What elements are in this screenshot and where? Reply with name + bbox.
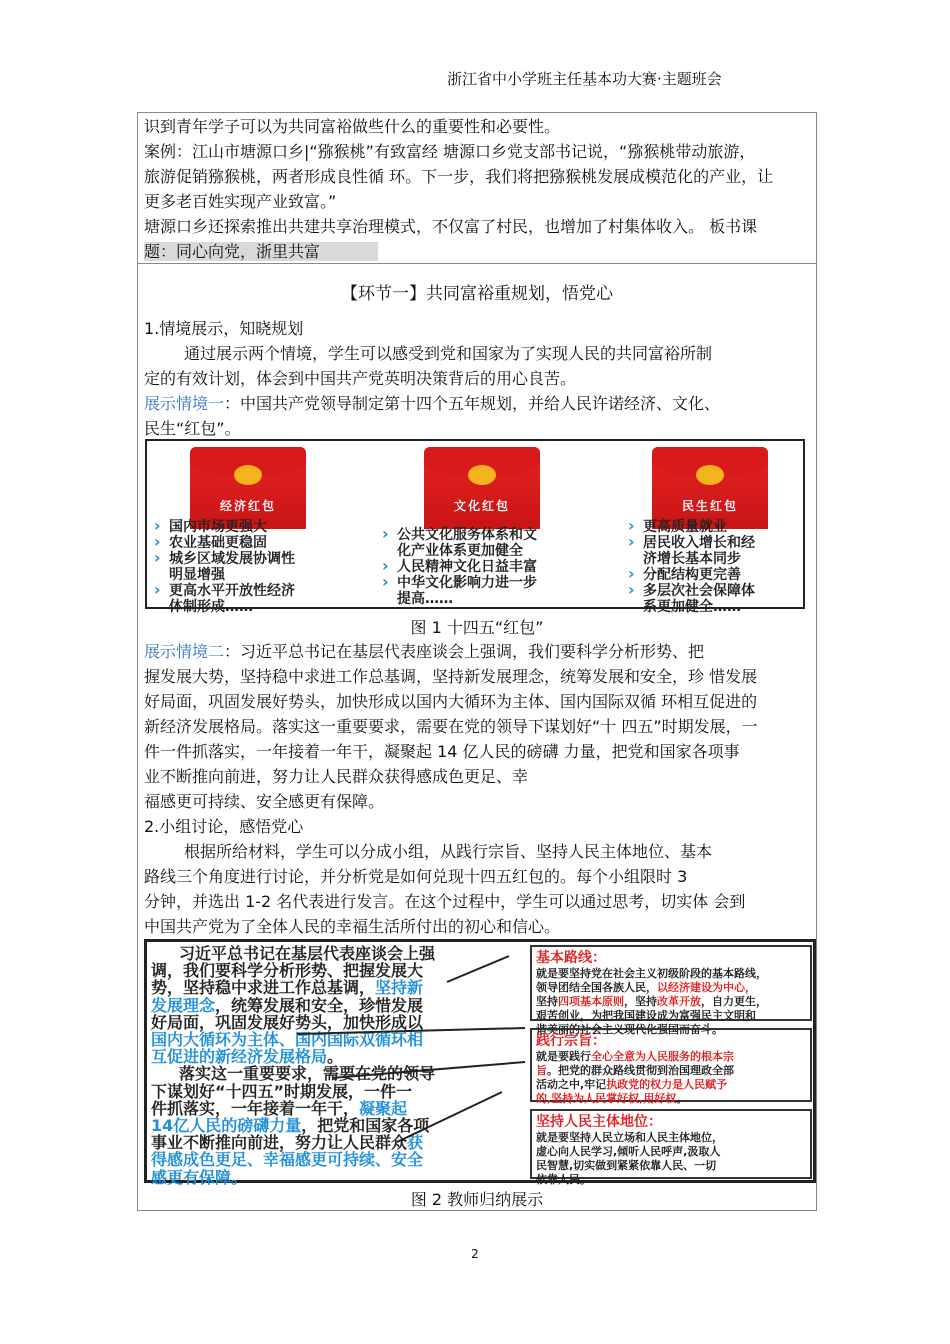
excerpt-line: 习近平总书记在基层代表座谈会上强	[179, 944, 436, 963]
subheading: 1.情境展示，知晓规划	[144, 319, 304, 338]
excerpt-line: 互促进的新经济发展格局。	[151, 1047, 344, 1067]
excerpt-line: 得感成色更足、幸福感更可持续、安全	[151, 1150, 424, 1170]
red-envelope-icon	[424, 447, 540, 529]
excerpt-line: 事业不断推向前进，努力让人民群众获	[151, 1133, 424, 1153]
list-item: › 农业基础更稳固	[151, 535, 361, 551]
intro-line: 更多老百姓实现产业致富。”	[144, 192, 337, 211]
list-item: › 人民精神文化日益丰富	[379, 559, 609, 575]
figure2-caption: 图 2 教师归纳展示	[410, 1190, 544, 1209]
intro-cell	[138, 113, 816, 264]
paragraph-line	[144, 391, 720, 416]
header-title: 浙江省中小学班主任基本功大赛·主题班会	[447, 70, 722, 88]
paragraph-line: 民生“红包”。	[144, 419, 241, 438]
intro-line: 旅游促销猕猴桃，两者形成良性循 环。下一步，我们将把猕猴桃发展成模范化的产业，让	[144, 167, 774, 186]
scene2-label: 展示情境二	[144, 642, 225, 661]
excerpt-line: 发展理念，统筹发展和安全，珍惜发展	[151, 995, 424, 1015]
list-item: › 城乡区域发展协调性 明显增强	[151, 551, 361, 583]
box-line: 艰苦创业，为把我国建设成为富强民主文明和	[536, 1009, 756, 1022]
list-item: › 中华文化影响力进一步 提高……	[379, 575, 609, 607]
envelope-label: 民生红包	[681, 499, 738, 513]
culture-list	[379, 527, 609, 607]
box-line: 就是要践行全心全意为人民服务的根本宗	[536, 1050, 734, 1063]
excerpt-line: 势，坚持稳中求进工作总基调，坚持新	[151, 978, 424, 998]
box-line: 谐美丽的社会主义现代化强国而奋斗。	[536, 1023, 723, 1036]
excerpt-line: 好局面，巩固发展好势头，加快形成以	[151, 1012, 424, 1032]
excerpt-line: 落实这一重要要求，需要在党的领导	[179, 1064, 436, 1084]
list-item: › 居民收入增长和经 济增长基本同步	[625, 535, 805, 567]
content-table	[137, 112, 817, 1211]
figure-red-envelopes	[145, 439, 805, 615]
intro-line: 案例：江山市塘源口乡|“猕猴桃”有致富经 塘源口乡党支部书记说，“猕猴桃带动旅游，	[144, 142, 756, 161]
paragraph-line: 新经济发展格局。落实这一重要要求，需要在党的领导下谋划好“十 四五”时期发展，一	[144, 717, 758, 736]
figure1-caption: 图 1 十四五“红包”	[410, 618, 544, 637]
box-title: 坚持人民主体地位：	[536, 1114, 662, 1130]
scene1-text: ：中国共产党领导制定第十四个五年规划，并给人民许诺经济、文化、	[224, 394, 721, 413]
economy-list	[151, 519, 361, 615]
list-item: › 多层次社会保障体 系更加健全……	[625, 583, 805, 615]
box-line: 虚心向人民学习,倾听人民呼声,汲取人	[536, 1145, 721, 1158]
list-item: › 更高水平开放性经济 体制形成……	[151, 583, 361, 615]
box-title: 践行宗旨：	[536, 1033, 606, 1049]
list-item: › 公共文化服务体系和文 化产业体系更加健全	[379, 527, 609, 559]
paragraph-line: 路线三个角度进行讨论，并分析党是如何兑现十四五红包的。每个小组限时 3	[144, 867, 688, 886]
paragraph-line: 握发展大势，坚持稳中求进工作总基调，坚持新发展理念，统筹发展和安全，珍 惜发展	[144, 667, 758, 686]
list-item: › 更高质量就业	[625, 519, 805, 535]
excerpt-line: 调，我们要科学分析形势、把握发展大	[151, 961, 424, 981]
paragraph-line: 业不断推向前进，努力让人民群众获得感成色更足、幸	[144, 767, 529, 786]
paragraph-line	[144, 639, 704, 664]
list-item: › 国内市场更强大	[151, 519, 361, 535]
page-number: 2	[471, 1247, 479, 1261]
board-title-highlight: 题：同心向党，浙里共富	[144, 242, 378, 261]
excerpt-line: 国内大循环为主体、国内国际双循环相	[151, 1030, 424, 1050]
livelihood-list	[625, 519, 805, 615]
box-title: 基本路线：	[536, 950, 606, 966]
paragraph-line: 福感更可持续、安全感更有保障。	[144, 792, 385, 811]
box-line: 民智慧,切实做到紧紧依靠人民、一切	[536, 1159, 717, 1172]
paragraph-line: 分钟，并选出 1-2 名代表进行发言。在这个过程中，学生可以通过思考，切实体 会到	[144, 892, 746, 911]
intro-line: 塘源口乡还探索推出共建共享治理模式，不仅富了村民，也增加了村集体收入。 板书课	[144, 217, 758, 236]
purpose-box	[530, 1028, 812, 1105]
envelope-label: 经济红包	[219, 499, 276, 513]
box-line: 依靠人民。	[536, 1173, 591, 1186]
red-envelope-icon	[190, 447, 306, 529]
envelope-label: 文化红包	[453, 499, 510, 513]
scene1-label: 展示情境一	[144, 394, 225, 413]
box-line: 就是要坚持人民立场和人民主体地位，	[536, 1131, 723, 1144]
box-line: 坚持四项基本原则，坚持改革开放，自力更生，	[536, 995, 767, 1008]
excerpt-line: 件抓落实，一年接着一年干，凝聚起	[151, 1098, 408, 1118]
scene2-text: ：习近平总书记在基层代表座谈会上强调，我们要科学分析形势、把	[224, 642, 705, 661]
list-item: › 分配结构更完善	[625, 567, 805, 583]
excerpt-line: 感更有保障。	[151, 1167, 248, 1187]
box-line: 的,坚持为人民掌好权,用好权。	[536, 1092, 688, 1105]
paragraph-line: 件一件抓落实，一年接着一年干，凝聚起 14 亿人民的磅礴 力量，把党和国家各项事	[144, 742, 740, 761]
intro-line: 识到青年学子可以为共同富裕做些什么的重要性和必要性。	[144, 117, 561, 136]
paragraph-line: 定的有效计划，体会到中国共产党英明决策背后的用心良苦。	[144, 369, 577, 388]
subheading: 2.小组讨论，感悟党心	[144, 817, 304, 836]
people-subject-box	[530, 1109, 812, 1186]
basic-line-box	[530, 945, 812, 1036]
box-line: 就是要坚持党在社会主义初级阶段的基本路线，	[536, 967, 767, 980]
intro-line	[144, 239, 378, 264]
red-envelope-icon	[652, 447, 768, 529]
box-line: 旨。把党的群众路线贯彻到治国理政全部	[536, 1064, 734, 1077]
paragraph-line: 中国共产党为了全体人民的幸福生活所付出的初心和信心。	[144, 917, 561, 936]
box-line: 领导团结全国各族人民，以经济建设为中心，	[536, 981, 756, 994]
excerpt-line: 下谋划好“十四五”时期发展，一件一	[151, 1081, 413, 1101]
paragraph-line: 通过展示两个情境，学生可以感受到党和国家为了实现人民的共同富裕所制	[184, 344, 713, 363]
paragraph-line: 根据所给材料，学生可以分成小组，从践行宗旨、坚持人民主体地位、基本	[184, 842, 713, 861]
paragraph-line: 好局面，巩固发展好势头，加快形成以国内大循环为主体、国内国际双循 环相互促进的	[144, 692, 758, 711]
excerpt-line: 14亿人民的磅礴力量，把党和国家各项	[151, 1116, 430, 1136]
section-title: 【环节一】共同富裕重规划，悟党心	[341, 284, 613, 304]
box-line: 活动之中,牢记执政党的权力是人民赋予	[536, 1078, 728, 1091]
figure-teacher-summary	[144, 939, 816, 1187]
